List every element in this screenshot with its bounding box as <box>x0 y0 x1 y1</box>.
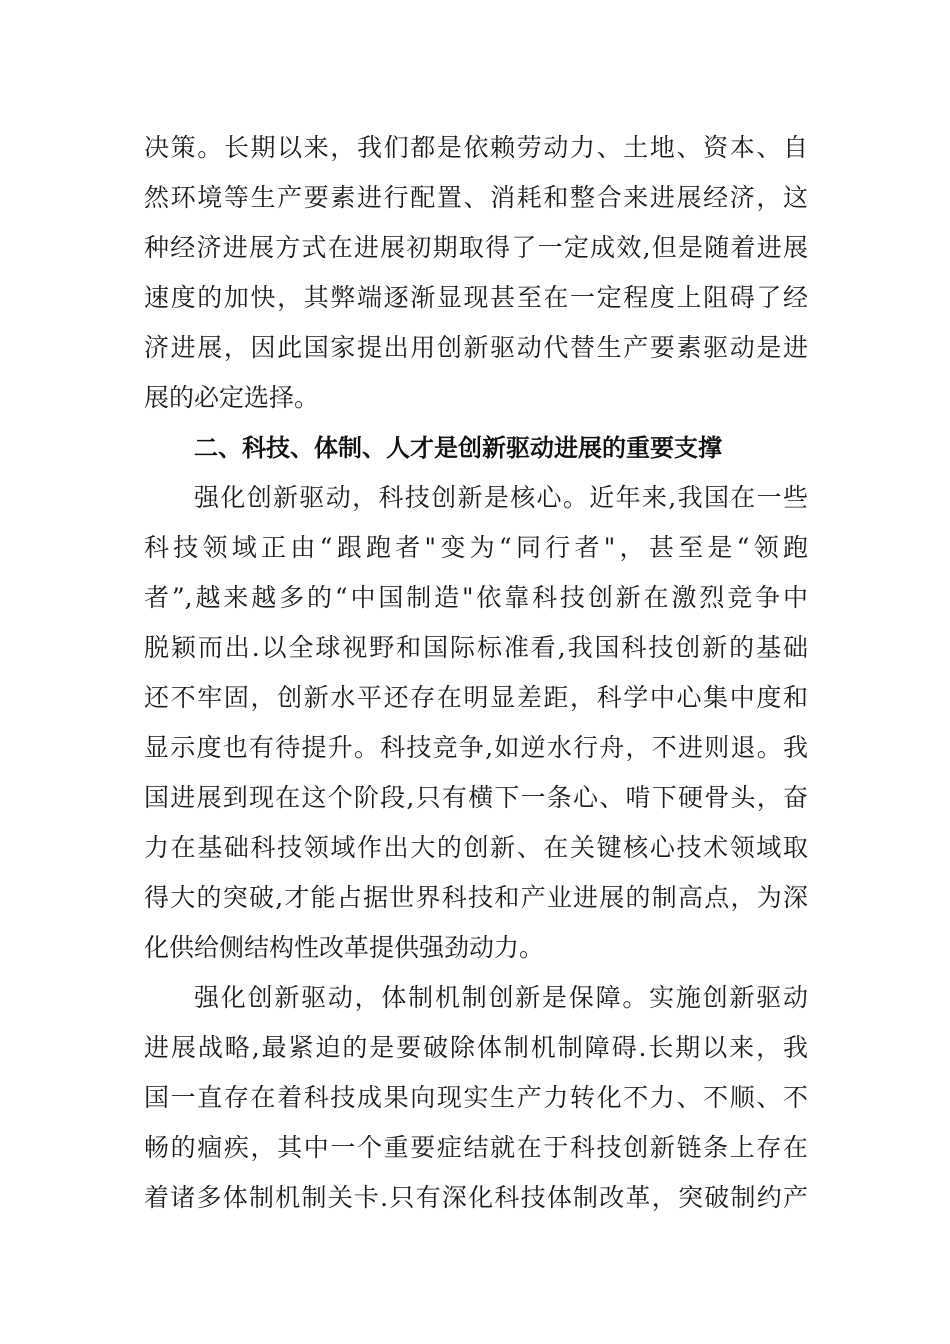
section-heading: 二、科技、体制、人才是创新驱动进展的重要支撑 <box>194 434 722 462</box>
paragraph-1 <box>144 123 808 423</box>
paragraph-line: 得大的突破,才能占据世界科技和产业进展的制高点，为深 <box>144 883 808 912</box>
paragraph-line: 强化创新驱动，体制机制创新是保障。实施创新驱动 <box>194 983 808 1012</box>
paragraph-line: 化供给侧结构性改革提供强劲动力。 <box>144 933 545 962</box>
paragraph-line: 决策。长期以来，我们都是依赖劳动力、土地、资本、自 <box>144 133 808 162</box>
paragraph-line: 展的必定选择。 <box>144 383 320 412</box>
paragraph-line: 国一直存在着科技成果向现实生产力转化不力、不顺、不 <box>144 1083 808 1112</box>
paragraph-line: 强化创新驱动，科技创新是核心。近年来,我国在一些 <box>194 483 808 512</box>
paragraph-line: 济进展，因此国家提出用创新驱动代替生产要素驱动是进 <box>144 333 808 362</box>
paragraph-line: 进展战略,最紧迫的是要破除体制机制障碍.长期以来，我 <box>144 1033 808 1062</box>
paragraph-line: 种经济进展方式在进展初期取得了一定成效,但是随着进展 <box>144 233 808 262</box>
paragraph-line: 畅的痼疾，其中一个重要症结就在于科技创新链条上存在 <box>144 1133 808 1162</box>
paragraph-line: 还不牢固，创新水平还存在明显差距，科学中心集中度和 <box>144 683 808 712</box>
paragraph-2 <box>144 473 808 973</box>
paragraph-line: 国进展到现在这个阶段,只有横下一条心、啃下硬骨头，奋 <box>144 783 808 812</box>
paragraph-line: 速度的加快，其弊端逐渐显现甚至在一定程度上阻碍了经 <box>144 283 808 312</box>
paragraph-line: 然环境等生产要素进行配置、消耗和整合来进展经济，这 <box>144 183 808 212</box>
paragraph-line: 者”,越来越多的“中国制造"依靠科技创新在激烈竞争中 <box>144 583 808 612</box>
paragraph-line: 着诸多体制机制关卡.只有深化科技体制改革，突破制约产 <box>144 1183 808 1212</box>
paragraph-line: 科技领域正由“跟跑者"变为“同行者"，甚至是“领跑 <box>144 533 808 562</box>
paragraph-line: 脱颖而出.以全球视野和国际标准看,我国科技创新的基础 <box>144 633 808 662</box>
paragraph-line: 显示度也有待提升。科技竞争,如逆水行舟，不进则退。我 <box>144 733 808 762</box>
paragraph-line: 力在基础科技领域作出大的创新、在关键核心技术领域取 <box>144 833 808 862</box>
paragraph-3 <box>144 973 808 1223</box>
